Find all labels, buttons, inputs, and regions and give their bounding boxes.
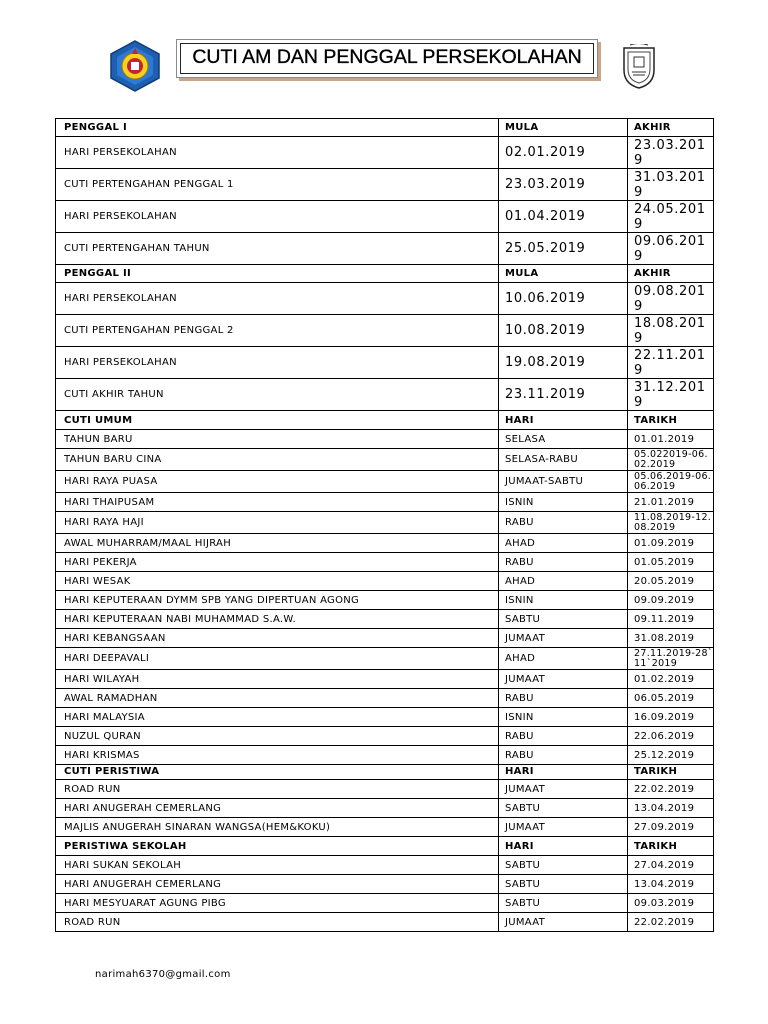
table-cell: SABTU — [499, 856, 628, 875]
table-cell: HARI RAYA HAJI — [56, 512, 499, 534]
table-row — [56, 689, 714, 708]
table-cell: SABTU — [499, 875, 628, 894]
table-cell: 27.09.2019 — [628, 818, 714, 837]
table-row — [56, 233, 714, 265]
header-cell: CUTI PERISTIWA — [56, 765, 499, 780]
table-cell: 10.06.2019 — [499, 283, 628, 315]
table-row — [56, 493, 714, 512]
table-cell: SABTU — [499, 894, 628, 913]
table-cell: 09.09.2019 — [628, 591, 714, 610]
table-row — [56, 119, 714, 137]
header-cell: CUTI UMUM — [56, 411, 499, 430]
table-cell: 31.08.2019 — [628, 629, 714, 648]
table-cell: SABTU — [499, 610, 628, 629]
table-cell: 31.03.2019 — [628, 169, 714, 201]
header-cell: AKHIR — [628, 119, 714, 137]
table-cell: 25.12.2019 — [628, 746, 714, 765]
table-cell: HARI KEBANGSAAN — [56, 629, 499, 648]
table-cell: 05.06.2019-06.06.2019 — [628, 471, 714, 493]
table-row — [56, 670, 714, 689]
table-cell: CUTI PERTENGAHAN PENGGAL 2 — [56, 315, 499, 347]
table-cell: HARI KEPUTERAAN DYMM SPB YANG DIPERTUAN AGONG — [56, 591, 499, 610]
header-cell: PENGGAL I — [56, 119, 499, 137]
table-cell: HARI PERSEKOLAHAN — [56, 201, 499, 233]
table-cell: 22.02.2019 — [628, 780, 714, 799]
footer-email: narimah6370@gmail.com — [95, 969, 231, 980]
table-cell: TAHUN BARU CINA — [56, 449, 499, 471]
table-cell: HARI ANUGERAH CEMERLANG — [56, 799, 499, 818]
table-cell: RABU — [499, 689, 628, 708]
table-cell: AHAD — [499, 572, 628, 591]
table-cell: CUTI PERTENGAHAN TAHUN — [56, 233, 499, 265]
table-row — [56, 137, 714, 169]
table-cell: JUMAAT — [499, 629, 628, 648]
table-cell: 01.02.2019 — [628, 670, 714, 689]
table-row — [56, 553, 714, 572]
table-cell: 13.04.2019 — [628, 799, 714, 818]
table-row — [56, 591, 714, 610]
table-cell: 01.04.2019 — [499, 201, 628, 233]
table-cell: 20.05.2019 — [628, 572, 714, 591]
table-row — [56, 610, 714, 629]
title-inner-border — [180, 43, 594, 74]
table-cell: MAJLIS ANUGERAH SINARAN WANGSA(HEM&KOKU) — [56, 818, 499, 837]
table-cell: HARI WESAK — [56, 572, 499, 591]
table-row — [56, 534, 714, 553]
title-box — [176, 39, 598, 78]
table-cell: AWAL RAMADHAN — [56, 689, 499, 708]
table-cell: HARI KRISMAS — [56, 746, 499, 765]
table-cell: 23.03.2019 — [628, 137, 714, 169]
table-cell: SELASA — [499, 430, 628, 449]
table-cell: 09.06.2019 — [628, 233, 714, 265]
table-row — [56, 449, 714, 471]
table-cell: 01.05.2019 — [628, 553, 714, 572]
table-row — [56, 572, 714, 591]
table-cell: ISNIN — [499, 591, 628, 610]
table-cell: 24.05.2019 — [628, 201, 714, 233]
table-row — [56, 648, 714, 670]
table-cell: 06.05.2019 — [628, 689, 714, 708]
table-cell: JUMAAT — [499, 780, 628, 799]
table-cell: 13.04.2019 — [628, 875, 714, 894]
table-cell: 09.08.2019 — [628, 283, 714, 315]
table-cell: HARI PEKERJA — [56, 553, 499, 572]
table-cell: RABU — [499, 512, 628, 534]
table-cell: HARI THAIPUSAM — [56, 493, 499, 512]
table-cell: 11.08.2019-12.08.2019 — [628, 512, 714, 534]
header-cell: AKHIR — [628, 265, 714, 283]
table-row — [56, 283, 714, 315]
table-cell: 21.01.2019 — [628, 493, 714, 512]
table-cell: NUZUL QURAN — [56, 727, 499, 746]
table-row — [56, 471, 714, 493]
table-cell: JUMAAT — [499, 670, 628, 689]
table-cell: HARI RAYA PUASA — [56, 471, 499, 493]
table-cell: JUMAAT — [499, 913, 628, 932]
table-cell: 23.11.2019 — [499, 379, 628, 411]
holiday-table — [55, 118, 714, 932]
header-cell: MULA — [499, 119, 628, 137]
table-row — [56, 512, 714, 534]
ministry-logo — [108, 40, 162, 92]
table-cell: JUMAAT — [499, 818, 628, 837]
table-row — [56, 875, 714, 894]
table-cell: CUTI AKHIR TAHUN — [56, 379, 499, 411]
table-row — [56, 856, 714, 875]
table-row — [56, 265, 714, 283]
table-row — [56, 379, 714, 411]
table-row — [56, 629, 714, 648]
table-cell: ISNIN — [499, 708, 628, 727]
table-cell: ROAD RUN — [56, 913, 499, 932]
header-cell: HARI — [499, 411, 628, 430]
table-cell: TAHUN BARU — [56, 430, 499, 449]
table-row — [56, 347, 714, 379]
table-cell: 05.022019-06.02.2019 — [628, 449, 714, 471]
table-cell: RABU — [499, 746, 628, 765]
table-row — [56, 780, 714, 799]
table-cell: SABTU — [499, 799, 628, 818]
table-cell: AWAL MUHARRAM/MAAL HIJRAH — [56, 534, 499, 553]
table-cell: 18.08.2019 — [628, 315, 714, 347]
school-crest — [620, 44, 658, 90]
table-cell: CUTI PERTENGAHAN PENGGAL 1 — [56, 169, 499, 201]
table-row — [56, 169, 714, 201]
header-cell: TARIKH — [628, 765, 714, 780]
table-cell: AHAD — [499, 648, 628, 670]
table-cell: 09.11.2019 — [628, 610, 714, 629]
table-cell: ISNIN — [499, 493, 628, 512]
table-cell: RABU — [499, 727, 628, 746]
table-cell: HARI PERSEKOLAHAN — [56, 137, 499, 169]
table-cell: 22.11.2019 — [628, 347, 714, 379]
table-cell: HARI PERSEKOLAHAN — [56, 347, 499, 379]
table-row — [56, 837, 714, 856]
table-row — [56, 913, 714, 932]
table-row — [56, 430, 714, 449]
table-cell: AHAD — [499, 534, 628, 553]
table-cell: HARI MALAYSIA — [56, 708, 499, 727]
header-cell: MULA — [499, 265, 628, 283]
table-row — [56, 411, 714, 430]
table-cell: HARI DEEPAVALI — [56, 648, 499, 670]
table-cell: HARI MESYUARAT AGUNG PIBG — [56, 894, 499, 913]
table-row — [56, 765, 714, 780]
table-cell: 31.12.2019 — [628, 379, 714, 411]
table-cell: ROAD RUN — [56, 780, 499, 799]
table-row — [56, 708, 714, 727]
table-cell: SELASA-RABU — [499, 449, 628, 471]
table-row — [56, 894, 714, 913]
table-cell: 19.08.2019 — [499, 347, 628, 379]
table-cell: 27.04.2019 — [628, 856, 714, 875]
table-cell: 23.03.2019 — [499, 169, 628, 201]
table-cell: RABU — [499, 553, 628, 572]
table-cell: 22.06.2019 — [628, 727, 714, 746]
table-cell: 01.01.2019 — [628, 430, 714, 449]
page-title: CUTI AM DAN PENGGAL PERSEKOLAHAN — [192, 46, 582, 68]
header-cell: PERISTIWA SEKOLAH — [56, 837, 499, 856]
table-cell: HARI SUKAN SEKOLAH — [56, 856, 499, 875]
header-cell: TARIKH — [628, 411, 714, 430]
table-cell: HARI ANUGERAH CEMERLANG — [56, 875, 499, 894]
header-cell: HARI — [499, 765, 628, 780]
table-cell: 09.03.2019 — [628, 894, 714, 913]
table-cell: HARI PERSEKOLAHAN — [56, 283, 499, 315]
header-cell: PENGGAL II — [56, 265, 499, 283]
table-cell: JUMAAT-SABTU — [499, 471, 628, 493]
table-cell: HARI KEPUTERAAN NABI MUHAMMAD S.A.W. — [56, 610, 499, 629]
table-row — [56, 746, 714, 765]
table-row — [56, 727, 714, 746]
table-cell: 02.01.2019 — [499, 137, 628, 169]
table-row — [56, 799, 714, 818]
table-cell: 22.02.2019 — [628, 913, 714, 932]
table-row — [56, 201, 714, 233]
table-cell: 01.09.2019 — [628, 534, 714, 553]
table-cell: 27.11.2019-28`11`2019 — [628, 648, 714, 670]
table-row — [56, 315, 714, 347]
header-cell: TARIKH — [628, 837, 714, 856]
table-cell: 16.09.2019 — [628, 708, 714, 727]
header-cell: HARI — [499, 837, 628, 856]
table-cell: HARI WILAYAH — [56, 670, 499, 689]
table-cell: 10.08.2019 — [499, 315, 628, 347]
table-row — [56, 818, 714, 837]
table-cell: 25.05.2019 — [499, 233, 628, 265]
